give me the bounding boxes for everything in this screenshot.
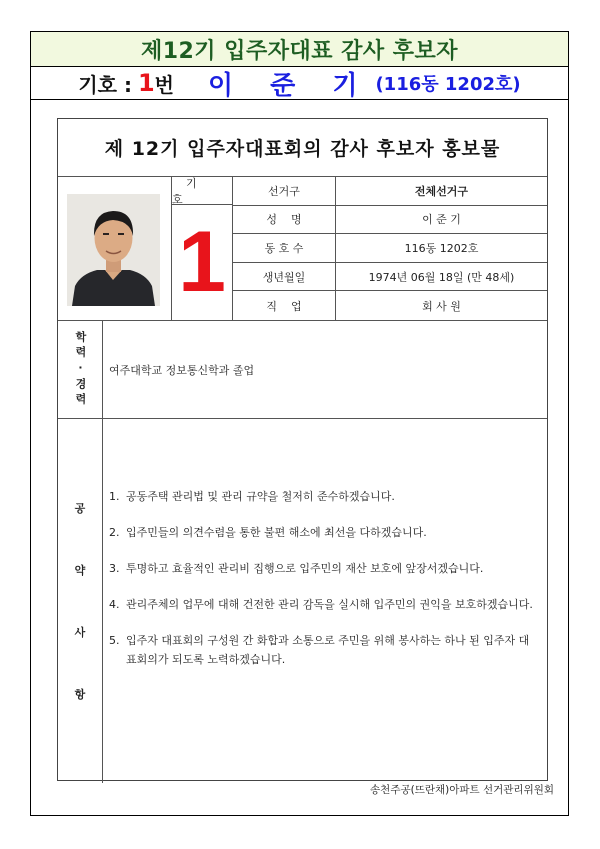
info-key: 동 호 수 <box>233 234 336 262</box>
photo-cell <box>58 177 172 320</box>
pledge-text: 투명하고 효율적인 관리비 집행으로 입주민의 재산 보호에 앞장서겠습니다. <box>126 562 484 575</box>
info-key: 직 업 <box>233 291 336 320</box>
flyer-title: 제 12기 입주자대표회의 감사 후보자 홍보물 <box>58 119 547 177</box>
pledge-text: 입주자 대표회의 구성원 간 화합과 소통으로 주민을 위해 봉사하는 하나 된 입주자 대표회의가 되도록 노력하겠습니다. <box>126 634 530 666</box>
info-value: 1974년 06월 18일 (만 48세) <box>368 270 515 284</box>
pledge-number: 4. <box>109 598 120 611</box>
info-row-birthdate <box>233 263 547 292</box>
pledge-item <box>109 523 539 542</box>
info-row-unit <box>233 234 547 263</box>
pledge-item <box>109 595 539 614</box>
pledge-text: 관리주체의 업무에 대해 건전한 관리 감독을 실시해 입주민의 권익을 보호하겠습니다. <box>126 598 533 611</box>
footer-committee: 송천주공(뜨란채)아파트 선거관리위원회 <box>370 784 554 796</box>
info-value: 전체선거구 <box>414 184 469 198</box>
pledge-number: 3. <box>109 562 120 575</box>
pledge-item <box>109 559 539 578</box>
symbol-label: 기호 : <box>78 72 132 97</box>
flyer <box>57 118 548 781</box>
info-row-name <box>233 206 547 235</box>
candidate-address: (116동 1202호) <box>375 74 521 95</box>
pledge-item <box>109 487 539 506</box>
info-row-district <box>233 177 547 206</box>
candidate-photo <box>67 194 160 306</box>
info-key: 선거구 <box>233 177 336 205</box>
pledge-label-char: 약 <box>74 564 86 577</box>
pledge-label-cell <box>58 419 103 783</box>
education-label-cell <box>58 321 103 418</box>
symbol-big-number: 1 <box>172 205 233 320</box>
pledge-label-char: 항 <box>74 688 86 701</box>
pledge-section <box>58 419 547 783</box>
candidate-name: 이 준 기 <box>208 70 372 101</box>
pledge-label-char: 공 <box>74 502 86 515</box>
info-rows <box>233 177 547 320</box>
info-value: 116동 1202호 <box>404 241 479 255</box>
symbol-number: 1 <box>137 69 155 97</box>
candidate-banner <box>31 67 568 100</box>
pledge-number: 1. <box>109 490 120 503</box>
poster-title: 제12기 입주자대표 감사 후보자 <box>31 32 568 67</box>
symbol-unit: 번 <box>154 72 174 97</box>
info-key: 성 명 <box>233 206 336 234</box>
pledge-label-char: 사 <box>74 626 86 639</box>
pledge-text: 공동주택 관리법 및 관리 규약을 철저히 준수하겠습니다. <box>126 490 395 503</box>
pledge-number: 2. <box>109 526 120 539</box>
symbol-header: 기 호 <box>172 177 233 205</box>
pledge-list <box>109 487 539 686</box>
pledge-number: 5. <box>109 634 120 647</box>
info-value: 회 사 원 <box>422 299 461 313</box>
education-text: 여주대학교 정보통신학과 졸업 <box>109 363 255 377</box>
pledge-text: 입주민들의 의견수렴을 통한 불편 해소에 최선을 다하겠습니다. <box>126 526 427 539</box>
education-label: 학력·경력 <box>74 331 87 408</box>
info-value: 이 준 기 <box>422 213 461 227</box>
info-row-occupation <box>233 291 547 320</box>
candidate-info-table <box>58 177 547 321</box>
pledge-item <box>109 631 539 669</box>
info-key: 생년월일 <box>233 263 336 291</box>
education-section <box>58 321 547 419</box>
